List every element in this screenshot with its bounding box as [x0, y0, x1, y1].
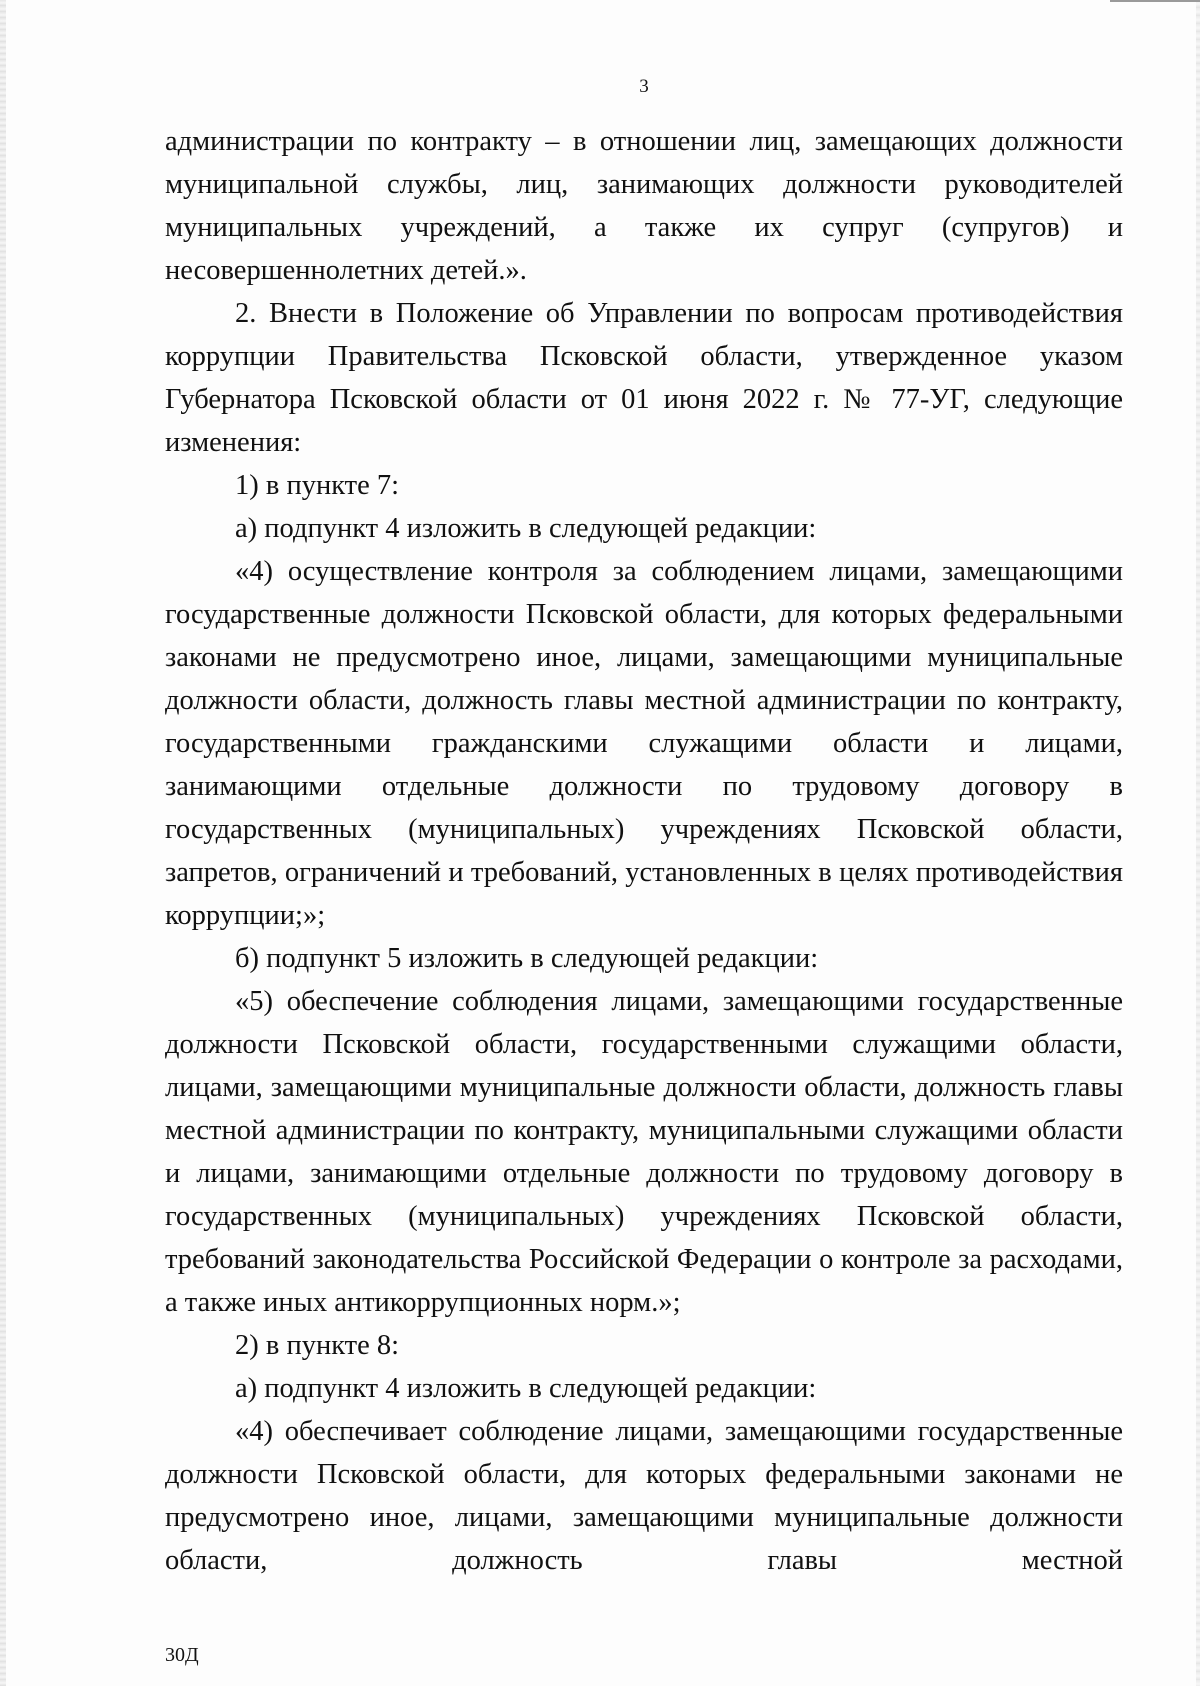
scan-edge-left — [0, 0, 6, 1686]
document-body — [165, 120, 1123, 1582]
paragraph: «4) осуществление контроля за соблюдением лицами, замещающими государственные должности Псковской области, для которых федеральными законами не предусмотрено иное, лицами, замещающими муниципальные должности области, должность главы местной администрации по контракту, государственными гражданскими служащими области и лицами, занимающими отдельные должности по трудовому договору в государственных (муниципальных) учреждениях Псковской области, запретов, ограничений и требований, установленных в целях противодействия коррупции;»; — [165, 556, 1123, 931]
paragraph: 2. Внести в Положение об Управлении по вопросам противодействия коррупции Правительства Псковской области, утвержденное указом Губернатора Псковской области от 01 июня 2022 г. № 77-УГ, следующие изменения: — [165, 298, 1123, 458]
paragraph: а) подпункт 4 изложить в следующей редакции: — [235, 513, 817, 544]
paragraph: а) подпункт 4 изложить в следующей редакции: — [235, 1373, 817, 1404]
paragraph: администрации по контракту – в отношении лиц, замещающих должности муниципальной службы, лиц, занимающих должности руководителей муниципальных учреждений, а также их супруг (супругов) и несовершеннолетних детей.». — [165, 126, 1123, 286]
paragraph: б) подпункт 5 изложить в следующей редакции: — [235, 943, 819, 974]
scan-edge-right — [1196, 0, 1200, 1686]
paragraph: 1) в пункте 7: — [235, 470, 400, 501]
paragraph: «4) обеспечивает соблюдение лицами, замещающими государственные должности Псковской области, для которых федеральными законами не предусмотрено иное, лицами, замещающими муниципальные должности области, должность главы местной — [165, 1416, 1123, 1576]
scan-top-line — [1110, 0, 1200, 2]
page-number: 3 — [639, 76, 649, 97]
document-code: 30Д — [165, 1644, 199, 1666]
paragraph: 2) в пункте 8: — [235, 1330, 400, 1361]
paragraph: «5) обеспечение соблюдения лицами, замещающими государственные должности Псковской области, государственными служащими области, лицами, замещающими муниципальные должности области, должность главы местной администрации по контракту, муниципальными служащими области и лицами, занимающими отдельные должности по трудовому договору в государственных (муниципальных) учреждениях Псковской области, требований законодательства Российской Федерации о контроле за расходами, а также иных антикоррупционных норм.»; — [165, 986, 1123, 1318]
